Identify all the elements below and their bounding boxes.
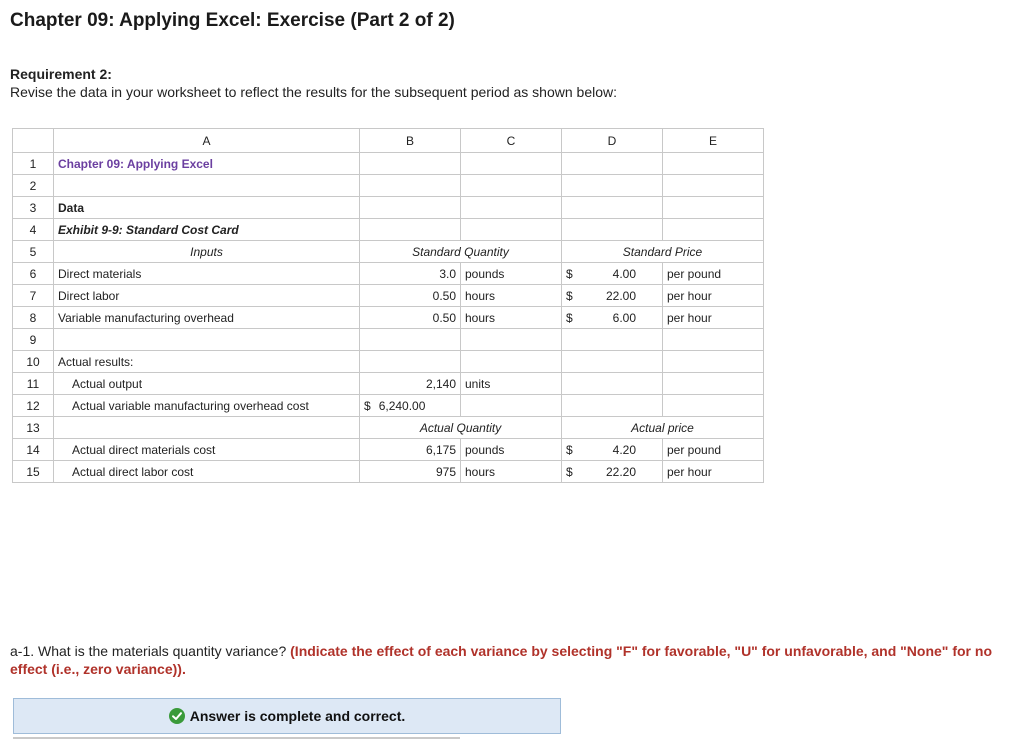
cell-d15 xyxy=(562,461,663,483)
column-header-b: B xyxy=(360,129,461,153)
cell-b11: 2,140 xyxy=(360,373,461,395)
row-number: 13 xyxy=(13,417,54,439)
currency-symbol: $ xyxy=(566,310,573,325)
cell-value: 4.00 xyxy=(612,266,636,281)
cell-c1 xyxy=(461,153,562,175)
cell-d1 xyxy=(562,153,663,175)
row-number: 7 xyxy=(13,285,54,307)
page-title: Chapter 09: Applying Excel: Exercise (Part 2 of 2) xyxy=(10,10,455,31)
cell-d12 xyxy=(562,395,663,417)
cell-c9 xyxy=(461,329,562,351)
row-number: 3 xyxy=(13,197,54,219)
cell-value: 6,240.00 xyxy=(378,398,426,413)
cell-d5-e5: Standard Price xyxy=(562,241,764,263)
sheet-row-6 xyxy=(13,263,764,285)
cell-e1 xyxy=(663,153,764,175)
cell-c6: pounds xyxy=(461,263,562,285)
row-number: 5 xyxy=(13,241,54,263)
cell-b5-c5: Standard Quantity xyxy=(360,241,562,263)
row-number: 8 xyxy=(13,307,54,329)
row-number: 9 xyxy=(13,329,54,351)
cell-a6: Direct materials xyxy=(54,263,360,285)
row-number: 10 xyxy=(13,351,54,373)
cell-value: 6.00 xyxy=(612,310,636,325)
cell-d11 xyxy=(562,373,663,395)
corner-cell xyxy=(13,129,54,153)
sheet-row-4 xyxy=(13,219,764,241)
cell-b9 xyxy=(360,329,461,351)
sheet-row-12 xyxy=(13,395,764,417)
cell-c3 xyxy=(461,197,562,219)
sheet-row-15 xyxy=(13,461,764,483)
cell-c4 xyxy=(461,219,562,241)
cell-a10: Actual results: xyxy=(54,351,360,373)
cell-b15: 975 xyxy=(360,461,461,483)
sheet-row-2 xyxy=(13,175,764,197)
answer-status-text: Answer is complete and correct. xyxy=(189,708,406,724)
cell-a12: Actual variable manufacturing overhead cost xyxy=(54,395,360,417)
cell-b3 xyxy=(360,197,461,219)
answer-status-banner xyxy=(13,698,561,734)
cell-e2 xyxy=(663,175,764,197)
cell-a4: Exhibit 9-9: Standard Cost Card xyxy=(54,219,360,241)
cell-e14: per pound xyxy=(663,439,764,461)
cell-c12 xyxy=(461,395,562,417)
cell-d4 xyxy=(562,219,663,241)
cell-a5: Inputs xyxy=(54,241,360,263)
cell-d10 xyxy=(562,351,663,373)
cell-d2 xyxy=(562,175,663,197)
cell-d3 xyxy=(562,197,663,219)
cell-a8: Variable manufacturing overhead xyxy=(54,307,360,329)
cell-b2 xyxy=(360,175,461,197)
cell-c10 xyxy=(461,351,562,373)
column-header-row xyxy=(13,129,764,153)
sheet-row-13 xyxy=(13,417,764,439)
sheet-row-7 xyxy=(13,285,764,307)
cell-e9 xyxy=(663,329,764,351)
row-number: 11 xyxy=(13,373,54,395)
sheet-row-3 xyxy=(13,197,764,219)
cell-e3 xyxy=(663,197,764,219)
row-number: 2 xyxy=(13,175,54,197)
column-header-e: E xyxy=(663,129,764,153)
cell-a13 xyxy=(54,417,360,439)
requirement-text: Revise the data in your worksheet to reflect the results for the subsequent period as shown below: xyxy=(10,84,618,100)
cell-c8: hours xyxy=(461,307,562,329)
cell-e8: per hour xyxy=(663,307,764,329)
currency-symbol: $ xyxy=(566,266,573,281)
column-header-c: C xyxy=(461,129,562,153)
row-number: 6 xyxy=(13,263,54,285)
currency-symbol: $ xyxy=(566,464,573,479)
cell-b10 xyxy=(360,351,461,373)
question-prompt: a-1. What is the materials quantity variance? xyxy=(10,643,291,659)
column-header-a: A xyxy=(54,129,360,153)
cell-e10 xyxy=(663,351,764,373)
question-instruction: (Indicate the effect of each variance by selecting "F" for favorable, "U" for unfavorable, and "None" for no effect (i.e., zero variance)). xyxy=(10,643,992,677)
cell-e6: per pound xyxy=(663,263,764,285)
cell-b14: 6,175 xyxy=(360,439,461,461)
cell-d6 xyxy=(562,263,663,285)
row-number: 4 xyxy=(13,219,54,241)
sheet-row-11 xyxy=(13,373,764,395)
cell-d8 xyxy=(562,307,663,329)
cell-b7: 0.50 xyxy=(360,285,461,307)
cell-a7: Direct labor xyxy=(54,285,360,307)
cell-b6: 3.0 xyxy=(360,263,461,285)
cell-b4 xyxy=(360,219,461,241)
cell-d14 xyxy=(562,439,663,461)
sheet-row-10 xyxy=(13,351,764,373)
cell-value: 22.20 xyxy=(605,464,636,479)
cell-a2 xyxy=(54,175,360,197)
cell-a11: Actual output xyxy=(54,373,360,395)
spreadsheet xyxy=(12,128,764,483)
sheet-row-9 xyxy=(13,329,764,351)
cell-c14: pounds xyxy=(461,439,562,461)
currency-symbol: $ xyxy=(566,288,573,303)
cell-e11 xyxy=(663,373,764,395)
cell-b1 xyxy=(360,153,461,175)
row-number: 15 xyxy=(13,461,54,483)
cell-c11: units xyxy=(461,373,562,395)
cell-e7: per hour xyxy=(663,285,764,307)
cell-b12 xyxy=(360,395,461,417)
row-number: 12 xyxy=(13,395,54,417)
cell-c7: hours xyxy=(461,285,562,307)
sheet-row-8 xyxy=(13,307,764,329)
sheet-row-1 xyxy=(13,153,764,175)
cell-e12 xyxy=(663,395,764,417)
cell-d9 xyxy=(562,329,663,351)
row-number: 1 xyxy=(13,153,54,175)
sheet-row-14 xyxy=(13,439,764,461)
cell-a9 xyxy=(54,329,360,351)
sheet-row-5 xyxy=(13,241,764,263)
requirement-label: Requirement 2: xyxy=(10,66,112,82)
row-number: 14 xyxy=(13,439,54,461)
cell-d7 xyxy=(562,285,663,307)
column-header-d: D xyxy=(562,129,663,153)
cell-b8: 0.50 xyxy=(360,307,461,329)
cell-c2 xyxy=(461,175,562,197)
cell-a14: Actual direct materials cost xyxy=(54,439,360,461)
cell-a15: Actual direct labor cost xyxy=(54,461,360,483)
cell-e4 xyxy=(663,219,764,241)
currency-symbol: $ xyxy=(566,442,573,457)
check-circle-icon xyxy=(169,708,185,724)
cell-c15: hours xyxy=(461,461,562,483)
cell-value: 4.20 xyxy=(612,442,636,457)
cell-a1: Chapter 09: Applying Excel xyxy=(54,153,360,175)
cell-e15: per hour xyxy=(663,461,764,483)
question-text xyxy=(10,642,1000,678)
cell-b13-c13: Actual Quantity xyxy=(360,417,562,439)
cell-a3: Data xyxy=(54,197,360,219)
cell-d13-e13: Actual price xyxy=(562,417,764,439)
currency-symbol: $ xyxy=(364,398,371,413)
cell-value: 22.00 xyxy=(605,288,636,303)
